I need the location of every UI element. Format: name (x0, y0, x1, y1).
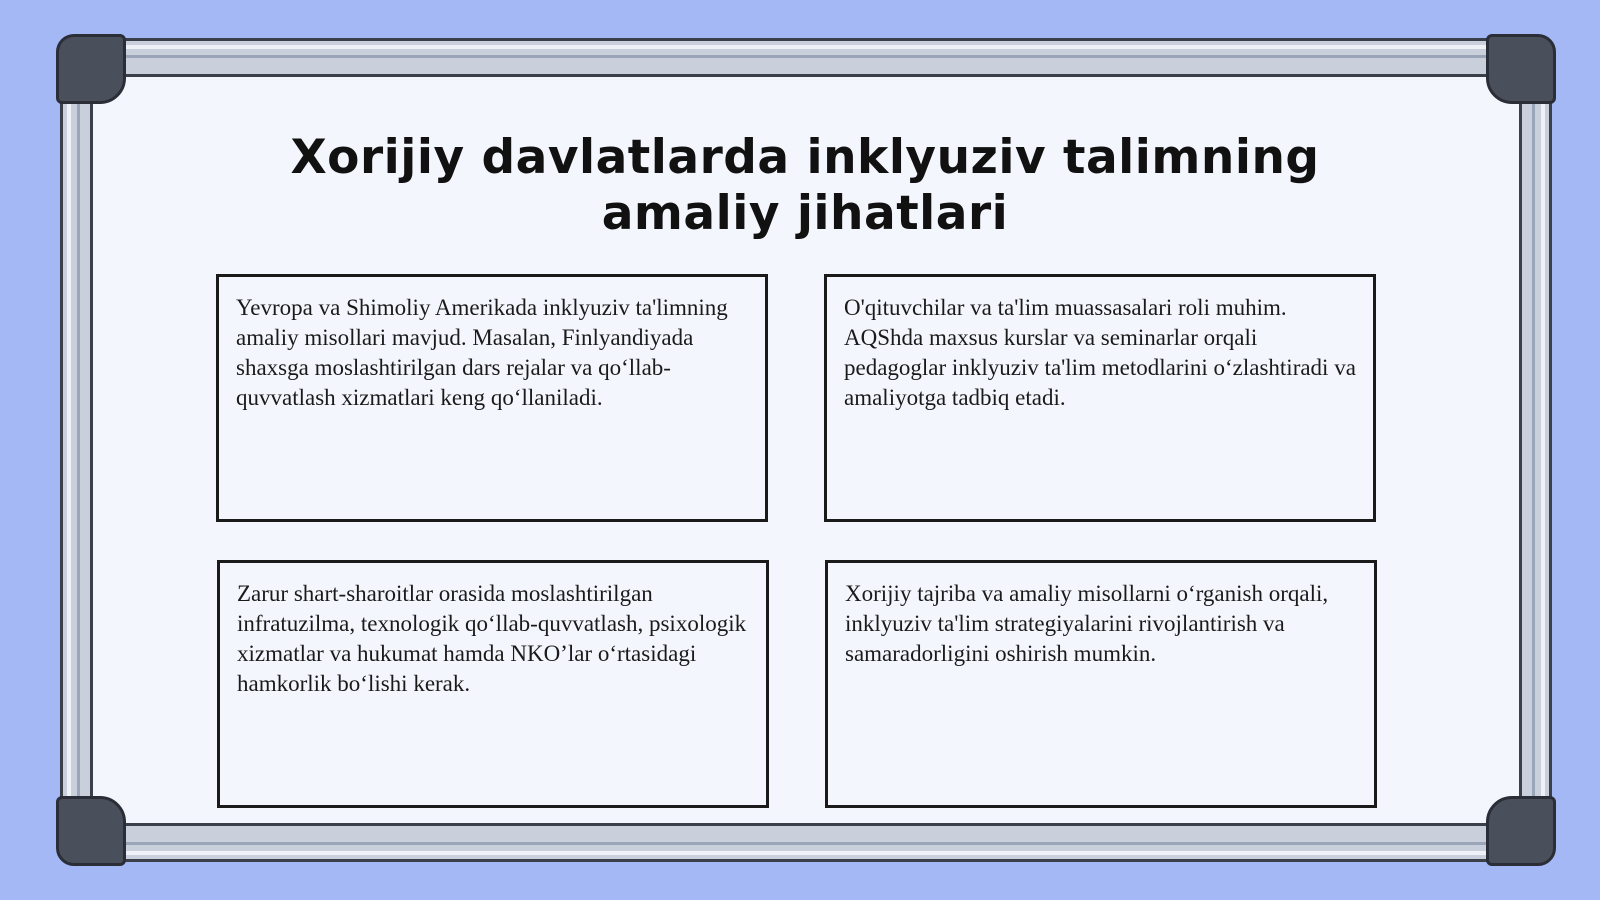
card-text: Yevropa va Shimoliy Amerikada inklyuziv ta'limning amaliy misollari mavjud. Masalan, Finlyandiyada shaxsga moslashtirilgan dars rejalar va qo‘llab-quvvatlash xizmatlari keng qo‘llaniladi. (236, 295, 728, 410)
corner-cap-top-left (56, 34, 126, 104)
corner-cap-bottom-right (1486, 796, 1556, 866)
text-card-2 (824, 274, 1376, 522)
slide-title: Xorijiy davlatlarda inklyuziv talimning amaliy jihatlari (290, 130, 1320, 241)
text-card-4 (825, 560, 1377, 808)
card-text: Zarur shart-sharoitlar orasida moslashtirilgan infratuzilma, texnologik qo‘llab-quvvatlash, psixologik xizmatlar va hukumat hamda NKO’lar o‘rtasidagi hamkorlik bo‘lishi kerak. (237, 581, 747, 696)
card-text: Xorijiy tajriba va amaliy misollarni o‘rganish orqali, inklyuziv ta'lim strategiyalarini rivojlantirish va samaradorligini oshirish mumkin. (845, 581, 1329, 666)
text-card-1 (216, 274, 768, 522)
corner-cap-bottom-left (56, 796, 126, 866)
card-text: O'qituvchilar va ta'lim muassasalari roli muhim. AQShda maxsus kurslar va seminarlar orqali pedagoglar inklyuziv ta'lim metodlarini o‘zlashtiradi va amaliyotga tadbiq etadi. (844, 295, 1356, 410)
text-card-3 (217, 560, 769, 808)
corner-cap-top-right (1486, 34, 1556, 104)
